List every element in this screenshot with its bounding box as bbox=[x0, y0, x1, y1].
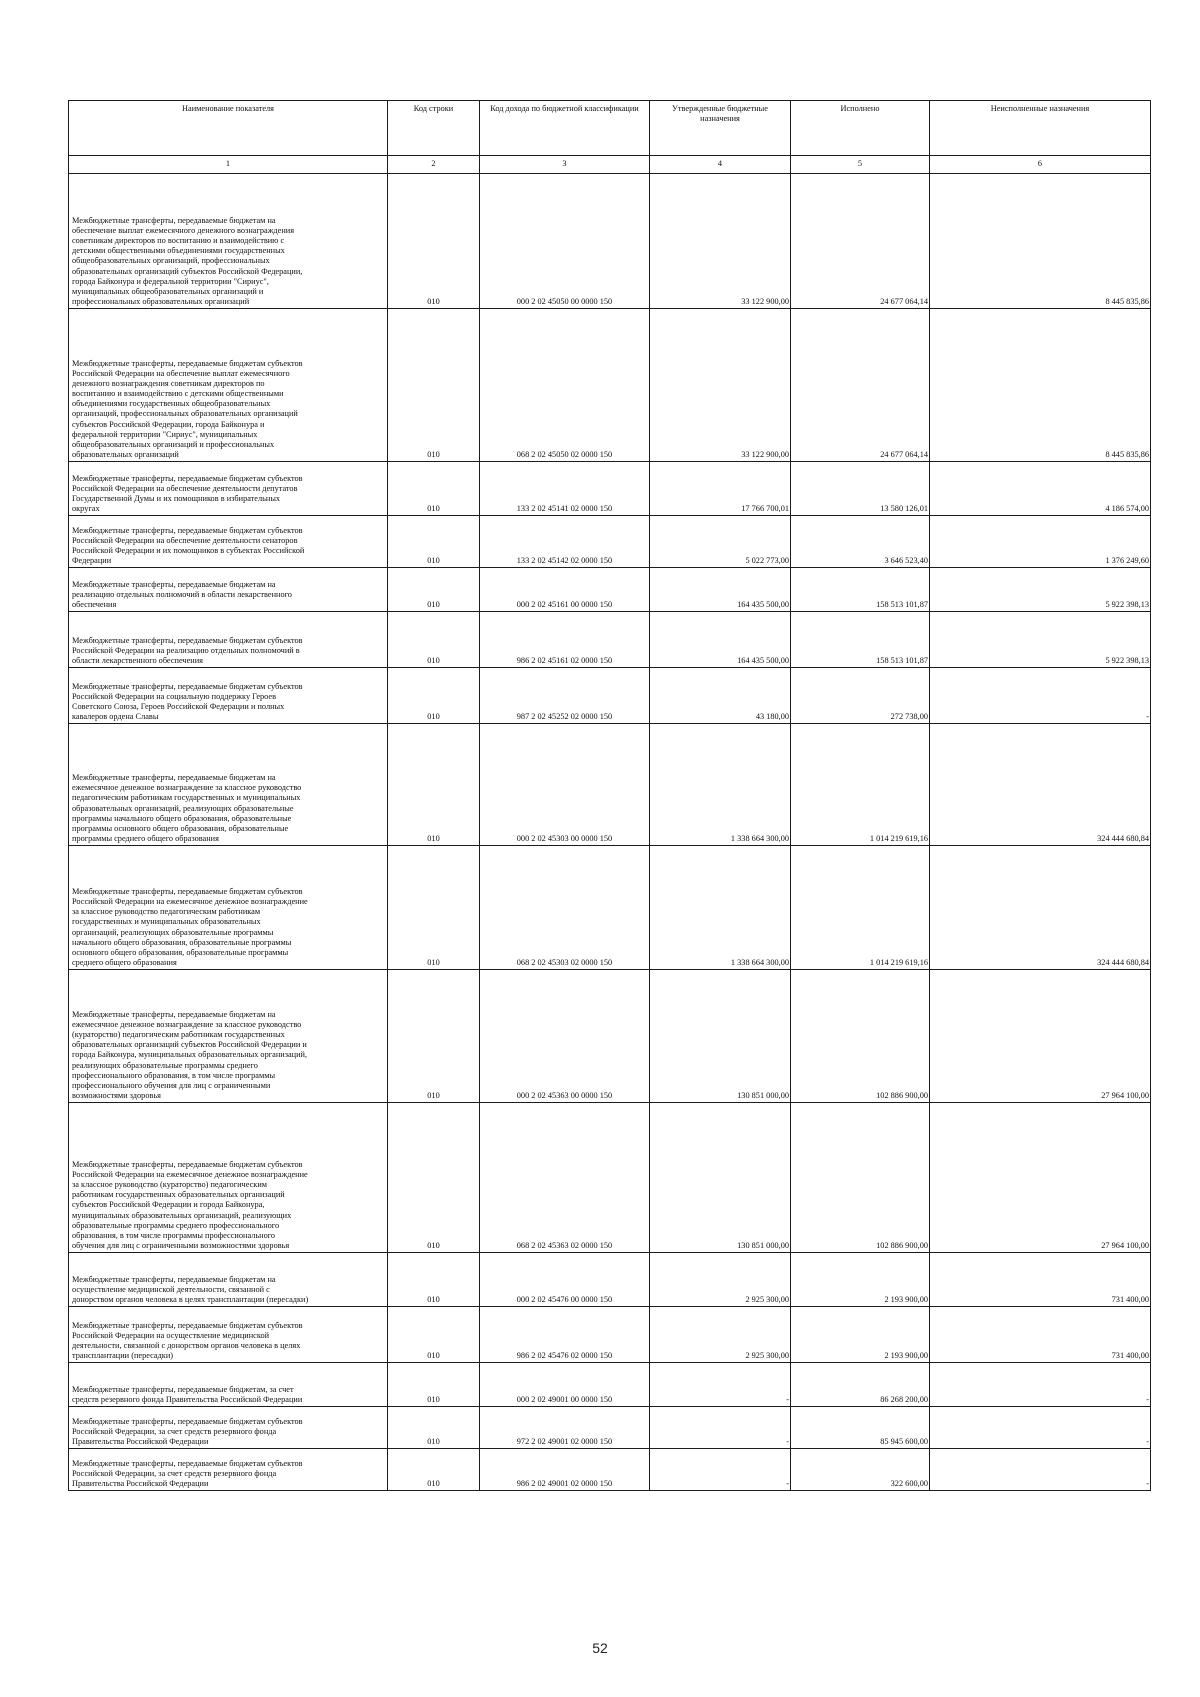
unexecuted-amount: 731 400,00 bbox=[930, 1307, 1151, 1363]
income-code: 133 2 02 45141 02 0000 150 bbox=[480, 462, 650, 516]
unexecuted-amount: - bbox=[930, 668, 1151, 724]
approved-amount: 43 180,00 bbox=[650, 668, 791, 724]
table-row bbox=[69, 970, 1151, 1103]
approved-amount: 17 766 700,01 bbox=[650, 462, 791, 516]
header-row bbox=[69, 101, 1151, 156]
income-code: 986 2 02 45476 02 0000 150 bbox=[480, 1307, 650, 1363]
header-executed: Исполнено bbox=[791, 101, 930, 156]
income-code: 068 2 02 45050 02 0000 150 bbox=[480, 309, 650, 462]
line-code: 010 bbox=[388, 668, 480, 724]
executed-amount: 102 886 900,00 bbox=[791, 1103, 930, 1253]
income-code: 000 2 02 49001 00 0000 150 bbox=[480, 1363, 650, 1407]
indicator-name: Межбюджетные трансферты, передаваемые бюджетам субъектов Российской Федерации на ежемесячное денежное вознаграждение за классное руководство педагогическим работникам государственных и муниципальных образовательных организаций, реализующих образовательные программы начального общего образования, образовательные программы основного общего образования, образовательные программы среднего общего образования bbox=[69, 846, 388, 970]
header-unexecuted: Неисполненные назначения bbox=[930, 101, 1151, 156]
budget-report-table bbox=[68, 100, 1151, 1491]
unexecuted-amount: 8 445 835,86 bbox=[930, 309, 1151, 462]
approved-amount: - bbox=[650, 1407, 791, 1449]
approved-amount: 1 338 664 300,00 bbox=[650, 846, 791, 970]
table-row bbox=[69, 462, 1151, 516]
approved-amount: - bbox=[650, 1363, 791, 1407]
table-row bbox=[69, 724, 1151, 846]
unexecuted-amount: 8 445 835,86 bbox=[930, 174, 1151, 309]
line-code: 010 bbox=[388, 568, 480, 612]
line-code: 010 bbox=[388, 1363, 480, 1407]
unexecuted-amount: 5 922 398,13 bbox=[930, 612, 1151, 668]
header-indicator-name: Наименование показателя bbox=[69, 101, 388, 156]
approved-amount: 2 925 300,00 bbox=[650, 1253, 791, 1307]
approved-amount: 2 925 300,00 bbox=[650, 1307, 791, 1363]
table-row bbox=[69, 1103, 1151, 1253]
executed-amount: 2 193 900,00 bbox=[791, 1253, 930, 1307]
table-row bbox=[69, 1307, 1151, 1363]
income-code: 986 2 02 45161 02 0000 150 bbox=[480, 612, 650, 668]
indicator-name: Межбюджетные трансферты, передаваемые бюджетам субъектов Российской Федерации на ежемесячное денежное вознаграждение за классное руководство (кураторство) педагогическим работникам государственных образовательных организаций субъектов Российской Федерации и города Байконура, муниципальных образовательных организаций, реализующих образовательные программы среднего профессионального образования, в том числе программы профессионального обучения для лиц с ограниченными возможностями здоровья bbox=[69, 1103, 388, 1253]
line-code: 010 bbox=[388, 309, 480, 462]
table-row bbox=[69, 516, 1151, 568]
unexecuted-amount: 324 444 680,84 bbox=[930, 724, 1151, 846]
approved-amount: 33 122 900,00 bbox=[650, 309, 791, 462]
table-row bbox=[69, 568, 1151, 612]
line-code: 010 bbox=[388, 1449, 480, 1491]
indicator-name: Межбюджетные трансферты, передаваемые бюджетам субъектов Российской Федерации на социальную поддержку Героев Советского Союза, Героев Российской Федерации и полных кавалеров ордена Славы bbox=[69, 668, 388, 724]
indicator-name: Межбюджетные трансферты, передаваемые бюджетам на ежемесячное денежное вознаграждение за классное руководство (кураторство) педагогическим работникам государственных образовательных организаций субъектов Российской Федерации и города Байконура, муниципальных образовательных организаций, реализующих образовательные программы среднего профессионального образования, в том числе программы профессионального обучения для лиц с ограниченными возможностями здоровья bbox=[69, 970, 388, 1103]
header-income-code: Код дохода по бюджетной классификации bbox=[480, 101, 650, 156]
page-number: 52 bbox=[592, 1640, 608, 1656]
indicator-name: Межбюджетные трансферты, передаваемые бюджетам субъектов Российской Федерации на осуществление медицинской деятельности, связанной с донорством органов человека в целях трансплантации (пересадки) bbox=[69, 1307, 388, 1363]
income-code: 133 2 02 45142 02 0000 150 bbox=[480, 516, 650, 568]
income-code: 986 2 02 49001 02 0000 150 bbox=[480, 1449, 650, 1491]
approved-amount: 164 435 500,00 bbox=[650, 568, 791, 612]
table-row bbox=[69, 174, 1151, 309]
unexecuted-amount: 324 444 680,84 bbox=[930, 846, 1151, 970]
unexecuted-amount: 731 400,00 bbox=[930, 1253, 1151, 1307]
line-code: 010 bbox=[388, 462, 480, 516]
approved-amount: 5 022 773,00 bbox=[650, 516, 791, 568]
approved-amount: 130 851 000,00 bbox=[650, 970, 791, 1103]
column-number: 2 bbox=[388, 156, 480, 174]
line-code: 010 bbox=[388, 1253, 480, 1307]
executed-amount: 2 193 900,00 bbox=[791, 1307, 930, 1363]
line-code: 010 bbox=[388, 1307, 480, 1363]
unexecuted-amount: - bbox=[930, 1363, 1151, 1407]
indicator-name: Межбюджетные трансферты, передаваемые бюджетам на ежемесячное денежное вознаграждение за классное руководство педагогическим работникам государственных и муниципальных образовательных организаций, реализующих образовательные программы начального общего образования, образовательные программы основного общего образования, образовательные программы среднего общего образования bbox=[69, 724, 388, 846]
column-number: 6 bbox=[930, 156, 1151, 174]
indicator-name: Межбюджетные трансферты, передаваемые бюджетам субъектов Российской Федерации на обеспечение деятельности депутатов Государственной Думы и их помощников в избирательных округах bbox=[69, 462, 388, 516]
header-line-code: Код строки bbox=[388, 101, 480, 156]
line-code: 010 bbox=[388, 1103, 480, 1253]
column-number: 1 bbox=[69, 156, 388, 174]
unexecuted-amount: 5 922 398,13 bbox=[930, 568, 1151, 612]
executed-amount: 322 600,00 bbox=[791, 1449, 930, 1491]
table-row bbox=[69, 309, 1151, 462]
indicator-name: Межбюджетные трансферты, передаваемые бюджетам на осуществление медицинской деятельности, связанной с донорством органов человека в целях трансплантации (пересадки) bbox=[69, 1253, 388, 1307]
indicator-name: Межбюджетные трансферты, передаваемые бюджетам на реализацию отдельных полномочий в области лекарственного обеспечения bbox=[69, 568, 388, 612]
table-row bbox=[69, 1449, 1151, 1491]
executed-amount: 24 677 064,14 bbox=[791, 309, 930, 462]
approved-amount: 1 338 664 300,00 bbox=[650, 724, 791, 846]
table-row bbox=[69, 668, 1151, 724]
approved-amount: 164 435 500,00 bbox=[650, 612, 791, 668]
income-code: 000 2 02 45303 00 0000 150 bbox=[480, 724, 650, 846]
executed-amount: 272 738,00 bbox=[791, 668, 930, 724]
indicator-name: Межбюджетные трансферты, передаваемые бюджетам субъектов Российской Федерации на обеспечение выплат ежемесячного денежного вознаграждения советникам директоров по воспитанию и взаимодействию с детскими общественными объединениями государственных общеобразовательных организаций, профессиональных образовательных организаций субъектов Российской Федерации, города Байконура и федеральной территории "Сириус", муниципальных общеобразовательных организаций и профессиональных образовательных организаций bbox=[69, 309, 388, 462]
executed-amount: 3 646 523,40 bbox=[791, 516, 930, 568]
unexecuted-amount: 4 186 574,00 bbox=[930, 462, 1151, 516]
table-row bbox=[69, 1363, 1151, 1407]
unexecuted-amount: - bbox=[930, 1449, 1151, 1491]
approved-amount: - bbox=[650, 1449, 791, 1491]
income-code: 000 2 02 45050 00 0000 150 bbox=[480, 174, 650, 309]
column-number: 3 bbox=[480, 156, 650, 174]
executed-amount: 1 014 219 619,16 bbox=[791, 724, 930, 846]
executed-amount: 13 580 126,01 bbox=[791, 462, 930, 516]
table-row bbox=[69, 1407, 1151, 1449]
line-code: 010 bbox=[388, 174, 480, 309]
table-row bbox=[69, 612, 1151, 668]
executed-amount: 24 677 064,14 bbox=[791, 174, 930, 309]
approved-amount: 33 122 900,00 bbox=[650, 174, 791, 309]
column-number-row bbox=[69, 156, 1151, 174]
column-number: 5 bbox=[791, 156, 930, 174]
table-row bbox=[69, 1253, 1151, 1307]
line-code: 010 bbox=[388, 516, 480, 568]
indicator-name: Межбюджетные трансферты, передаваемые бюджетам субъектов Российской Федерации, за счет средств резервного фонда Правительства Российской Федерации bbox=[69, 1449, 388, 1491]
executed-amount: 1 014 219 619,16 bbox=[791, 846, 930, 970]
income-code: 000 2 02 45363 00 0000 150 bbox=[480, 970, 650, 1103]
executed-amount: 158 513 101,87 bbox=[791, 568, 930, 612]
column-number: 4 bbox=[650, 156, 791, 174]
table-row bbox=[69, 846, 1151, 970]
indicator-name: Межбюджетные трансферты, передаваемые бюджетам на обеспечение выплат ежемесячного денежного вознаграждения советникам директоров по воспитанию и взаимодействию с детскими общественными объединениями государственных общеобразовательных организаций, профессиональных образовательных организаций субъектов Российской Федерации, города Байконура и федеральной территории "Сириус", муниципальных общеобразовательных организаций и профессиональных образовательных организаций bbox=[69, 174, 388, 309]
indicator-name: Межбюджетные трансферты, передаваемые бюджетам субъектов Российской Федерации на реализацию отдельных полномочий в области лекарственного обеспечения bbox=[69, 612, 388, 668]
income-code: 068 2 02 45303 02 0000 150 bbox=[480, 846, 650, 970]
income-code: 987 2 02 45252 02 0000 150 bbox=[480, 668, 650, 724]
unexecuted-amount: 27 964 100,00 bbox=[930, 970, 1151, 1103]
line-code: 010 bbox=[388, 612, 480, 668]
executed-amount: 158 513 101,87 bbox=[791, 612, 930, 668]
income-code: 000 2 02 45476 00 0000 150 bbox=[480, 1253, 650, 1307]
unexecuted-amount: 1 376 249,60 bbox=[930, 516, 1151, 568]
line-code: 010 bbox=[388, 724, 480, 846]
unexecuted-amount: - bbox=[930, 1407, 1151, 1449]
income-code: 068 2 02 45363 02 0000 150 bbox=[480, 1103, 650, 1253]
unexecuted-amount: 27 964 100,00 bbox=[930, 1103, 1151, 1253]
executed-amount: 85 945 600,00 bbox=[791, 1407, 930, 1449]
indicator-name: Межбюджетные трансферты, передаваемые бюджетам субъектов Российской Федерации на обеспечение деятельности сенаторов Российской Федерации и их помощников в субъектах Российской Федерации bbox=[69, 516, 388, 568]
header-approved: Утвержденные бюджетные назначения bbox=[650, 101, 791, 156]
income-code: 000 2 02 45161 00 0000 150 bbox=[480, 568, 650, 612]
indicator-name: Межбюджетные трансферты, передаваемые бюджетам субъектов Российской Федерации, за счет средств резервного фонда Правительства Российской Федерации bbox=[69, 1407, 388, 1449]
executed-amount: 102 886 900,00 bbox=[791, 970, 930, 1103]
line-code: 010 bbox=[388, 846, 480, 970]
line-code: 010 bbox=[388, 1407, 480, 1449]
approved-amount: 130 851 000,00 bbox=[650, 1103, 791, 1253]
line-code: 010 bbox=[388, 970, 480, 1103]
income-code: 972 2 02 49001 02 0000 150 bbox=[480, 1407, 650, 1449]
executed-amount: 86 268 200,00 bbox=[791, 1363, 930, 1407]
indicator-name: Межбюджетные трансферты, передаваемые бюджетам, за счет средств резервного фонда Правительства Российской Федерации bbox=[69, 1363, 388, 1407]
